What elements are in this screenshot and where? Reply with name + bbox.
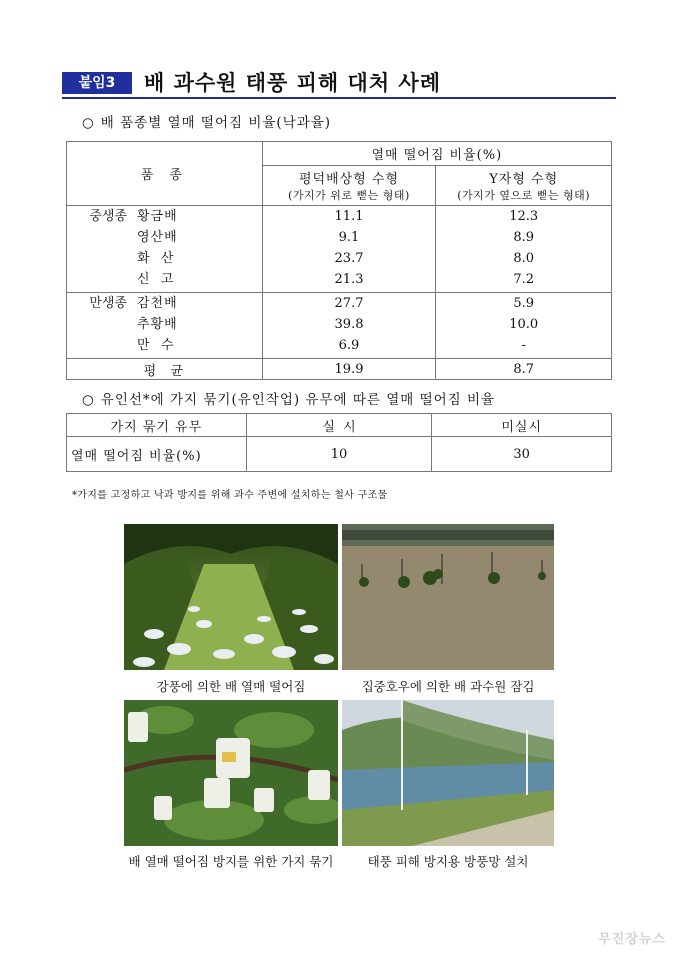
- not-performed-value: 30: [432, 437, 612, 472]
- cultivar-header: 품 종: [67, 142, 263, 206]
- category-label: 만생종: [89, 296, 127, 311]
- value-cell: -: [521, 338, 526, 353]
- group-label-cell: [67, 293, 263, 359]
- average-col2: 8.7: [436, 359, 612, 380]
- photo-windbreak-net: [342, 700, 554, 846]
- rate-header: 열매 떨어짐 비율(%): [262, 142, 611, 166]
- photo-caption: 태풍 피해 방지용 방풍망 설치: [367, 854, 529, 869]
- appendix-badge: 붙임3: [62, 72, 132, 94]
- col1-values: [262, 206, 436, 293]
- col1-subtitle: (가지가 위로 뻗는 형태): [288, 189, 410, 202]
- circle-bullet-icon: ○: [82, 115, 95, 131]
- section-1-heading: [82, 111, 331, 131]
- performed-value: 10: [246, 437, 432, 472]
- group-mid-season: [67, 206, 612, 293]
- cultivar-name: 신 고: [137, 272, 175, 287]
- cultivar-name: 감천배: [137, 296, 178, 311]
- col2-subtitle: (가지가 옆으로 뻗는 형태): [457, 189, 591, 202]
- col2-values: [436, 293, 612, 359]
- value-cell: 21.3: [334, 272, 364, 287]
- tying-header: 가지 묶기 유무: [67, 414, 247, 437]
- value-cell: 9.1: [338, 230, 360, 245]
- col1-header: [262, 166, 436, 206]
- value-cell: 5.9: [513, 296, 534, 311]
- value-cell: 39.8: [334, 317, 364, 332]
- cultivar-name: 만 수: [137, 338, 175, 353]
- col1-values: [262, 293, 436, 359]
- section-2-heading: [82, 388, 495, 408]
- header-rule: [62, 97, 616, 99]
- cultivar-name: 화 산: [137, 251, 175, 266]
- branch-tying-table: [66, 413, 612, 472]
- cultivar-name: 추황배: [137, 317, 178, 332]
- photo-fallen-pears: [124, 524, 338, 670]
- branch-tying-value-row: [67, 437, 612, 472]
- col2-header: [436, 166, 612, 206]
- value-cell: 6.9: [338, 338, 360, 353]
- average-label: 평 균: [67, 359, 263, 380]
- average-row: [67, 359, 612, 380]
- watermark: 무진장뉴스: [598, 932, 666, 947]
- value-cell: 27.7: [334, 296, 364, 311]
- photo-caption: 배 열매 떨어짐 방지를 위한 가지 묶기: [128, 854, 334, 869]
- value-cell: 8.0: [513, 251, 534, 266]
- value-cell: 11.1: [334, 209, 364, 224]
- footnote: *가지를 고정하고 낙과 방지를 위해 과수 주변에 설치하는 철사 구조물: [72, 490, 388, 501]
- photo-branch-tying: [124, 700, 338, 846]
- value-cell: 7.2: [513, 272, 534, 287]
- document-header: [62, 68, 616, 98]
- performed-header: 실 시: [246, 414, 432, 437]
- branch-tying-header-row: [67, 414, 612, 437]
- not-performed-header: 미실시: [432, 414, 612, 437]
- section-2-heading-text: 유인선*에 가지 묶기(유인작업) 유무에 따른 열매 떨어짐 비율: [100, 392, 496, 408]
- group-late-season: [67, 293, 612, 359]
- value-cell: 10.0: [509, 317, 539, 332]
- photo-caption: 집중호우에 의한 배 과수원 잠김: [361, 679, 535, 694]
- col1-title: 평덕배상형 수형: [298, 172, 400, 187]
- col2-values: [436, 206, 612, 293]
- col2-title: Y자형 수형: [489, 172, 559, 187]
- cultivar-drop-rate-table: [66, 141, 612, 380]
- value-cell: 23.7: [334, 251, 364, 266]
- photo-caption: 강풍에 의한 배 열매 떨어짐: [156, 679, 306, 694]
- section-1-heading-text: 배 품종별 열매 떨어짐 비율(낙과율): [100, 115, 332, 131]
- cultivar-name: 영산배: [137, 230, 178, 245]
- value-cell: 8.9: [513, 230, 534, 245]
- value-cell: 12.3: [509, 209, 539, 224]
- photo-flooded-orchard: [342, 524, 554, 670]
- circle-bullet-icon: ○: [82, 392, 95, 408]
- cultivar-name: 황금배: [137, 209, 178, 224]
- group-label-cell: [67, 206, 263, 293]
- document-title: 배 과수원 태풍 피해 대처 사례: [144, 71, 441, 95]
- category-label: 중생종: [89, 209, 127, 224]
- drop-rate-label: 열매 떨어짐 비율(%): [67, 437, 247, 472]
- average-col1: 19.9: [262, 359, 436, 380]
